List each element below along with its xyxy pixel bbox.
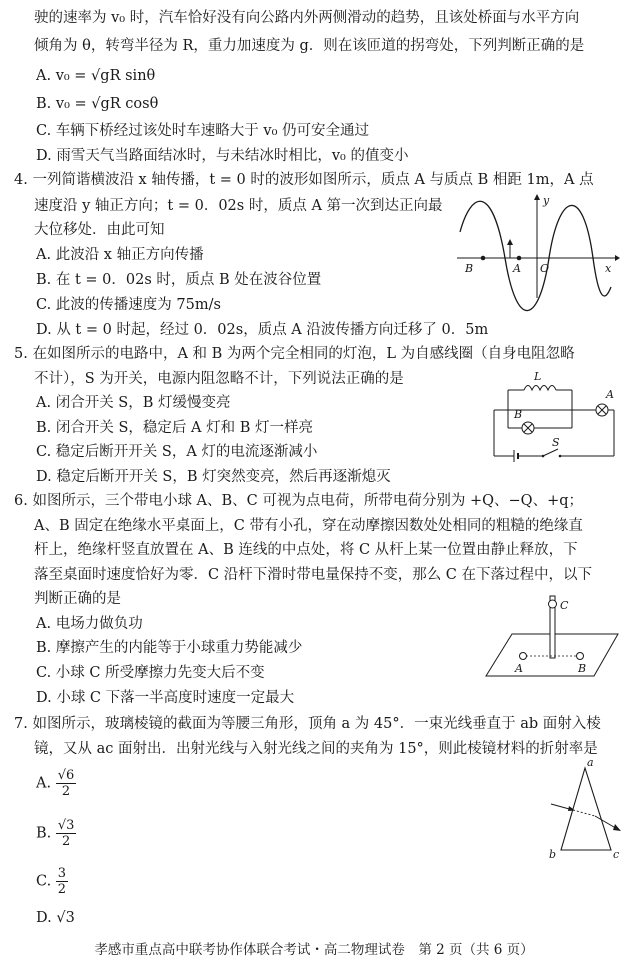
option-b-fraction bbox=[56, 818, 77, 849]
label-o: O bbox=[540, 262, 550, 275]
label-a: A bbox=[606, 388, 614, 401]
q3-text-line1: 驶的速率为 v₀ 时，汽车恰好没有向公路内外两侧滑动的趋势，且该处桥面与水平方向 bbox=[34, 10, 580, 26]
q6-text-line5: 判断正确的是 bbox=[34, 591, 121, 607]
point-a-marker bbox=[517, 256, 522, 261]
wave-figure bbox=[455, 192, 620, 302]
q6-text-line1: 6. 如图所示，三个带电小球 A、B、C 可视为点电荷，所带电荷分别为 +Q、−Q、+q； bbox=[14, 493, 583, 509]
q5-option-a: A. 闭合开关 S，B 灯缓慢变亮 bbox=[36, 395, 231, 411]
label-b: B bbox=[514, 408, 523, 421]
option-a-label: A. bbox=[36, 775, 52, 792]
rod-figure bbox=[482, 590, 622, 682]
q7-option-c bbox=[36, 866, 68, 897]
q6-text-line3: 杆上，绝缘杆竖直放置在 A、B 连线的中点处，将 C 从杆上某一位置由静止释放，下 bbox=[34, 542, 578, 558]
option-c-numerator: 3 bbox=[57, 866, 67, 881]
label-s: S bbox=[552, 436, 560, 449]
q7-option-d: D. √3 bbox=[36, 910, 75, 926]
q5-option-d: D. 稳定后断开开关 S，B 灯突然变亮，然后再逐渐熄灭 bbox=[36, 469, 391, 485]
q7-option-a bbox=[36, 768, 76, 799]
q5-text-line2: 不计），S 为开关，电源内阻忽略不计，下列说法正确的是 bbox=[34, 371, 404, 387]
velocity-arrow-head-icon bbox=[507, 239, 513, 245]
q5-option-c: C. 稳定后断开开关 S，A 灯的电流逐渐减小 bbox=[36, 444, 318, 460]
q3-option-a: A. v₀ = √gR sinθ bbox=[36, 68, 156, 84]
point-b-marker bbox=[481, 256, 486, 261]
q7-option-b bbox=[36, 818, 76, 849]
label-x: x bbox=[605, 262, 612, 275]
label-a: a bbox=[587, 756, 594, 769]
label-a: A bbox=[515, 662, 523, 675]
q3-option-c: C. 车辆下桥经过该处时车速略大于 v₀ 仍可安全通过 bbox=[36, 123, 370, 139]
label-l: L bbox=[534, 370, 542, 383]
q4-option-a: A. 此波沿 x 轴正方向传播 bbox=[36, 247, 204, 263]
label-c: C bbox=[560, 599, 569, 612]
circuit-figure bbox=[490, 368, 620, 468]
x-axis-arrow-icon bbox=[615, 255, 620, 261]
q6-option-a: A. 电场力做负功 bbox=[36, 616, 143, 632]
option-c-fraction bbox=[56, 866, 68, 897]
q4-option-b: B. 在 t = 0．02s 时，质点 B 处在波谷位置 bbox=[36, 272, 322, 288]
option-b-denominator: 2 bbox=[62, 834, 71, 849]
y-axis-arrow-icon bbox=[534, 194, 540, 200]
q5-text-line1: 5. 在如图所示的电路中，A 和 B 为两个完全相同的灯泡，L 为自感线圈（自身电阻忽略 bbox=[14, 346, 575, 362]
ball-c-icon bbox=[549, 600, 557, 608]
q7-text-line2: 镜，又从 ac 面射出．出射光线与入射光线之间的夹角为 15°，则此棱镜材料的折射率是 bbox=[34, 741, 598, 757]
ball-b-icon bbox=[577, 653, 584, 660]
q6-option-d: D. 小球 C 下落一半高度时速度一定最大 bbox=[36, 690, 295, 706]
option-c-denominator: 2 bbox=[57, 882, 67, 897]
q4-option-c: C. 此波的传播速度为 75m/s bbox=[36, 297, 221, 313]
q4-option-d: D. 从 t = 0 时起，经过 0．02s，质点 A 沿波传播方向迁移了 0．5m bbox=[36, 322, 489, 338]
q3-option-d: D. 雨雪天气当路面结冰时，与未结冰时相比，v₀ 的值变小 bbox=[36, 148, 409, 164]
option-c-label: C. bbox=[36, 873, 52, 890]
label-b: B bbox=[578, 662, 587, 675]
emergent-arrow-icon bbox=[613, 824, 621, 831]
q4-text-line1: 4. 一列简谐横波沿 x 轴传播，t = 0 时的波形如图所示，质点 A 与质点 B 相距 1m，A 点 bbox=[14, 172, 594, 188]
option-a-fraction bbox=[56, 768, 77, 799]
q4-text-line2: 速度沿 y 轴正方向；t = 0．02s 时，质点 A 第一次到达正向最 bbox=[34, 198, 443, 214]
label-b: B bbox=[465, 262, 474, 275]
label-b: b bbox=[549, 848, 557, 861]
inductor-coil bbox=[524, 386, 556, 391]
q6-text-line2: A、B 固定在绝缘水平桌面上，C 带有小孔，穿在动摩擦因数处处相同的粗糙的绝缘直 bbox=[34, 518, 583, 534]
option-a-denominator: 2 bbox=[61, 784, 71, 799]
q3-text-line2: 倾角为 θ，转弯半径为 R，重力加速度为 g．则在该匝道的拐弯处，下列判断正确的是 bbox=[34, 38, 585, 54]
q3-option-b: B. v₀ = √gR cosθ bbox=[36, 96, 159, 112]
q5-option-b: B. 闭合开关 S，稳定后 A 灯和 B 灯一样亮 bbox=[36, 420, 313, 436]
ball-a-icon bbox=[520, 653, 527, 660]
q6-option-c: C. 小球 C 所受摩擦力先变大后不变 bbox=[36, 665, 265, 681]
page-footer: 孝感市重点高中联考协作体联合考试・高二物理试卷 第 2 页（共 6 页） bbox=[94, 942, 534, 958]
q6-option-b: B. 摩擦产生的内能等于小球重力势能减少 bbox=[36, 640, 303, 656]
switch-s-icon bbox=[543, 449, 558, 456]
q4-text-line3: 大位移处．由此可知 bbox=[34, 222, 165, 238]
option-b-numerator: √3 bbox=[57, 818, 75, 833]
option-a-numerator: √6 bbox=[57, 768, 75, 783]
label-c: c bbox=[613, 848, 620, 861]
prism-figure bbox=[545, 756, 625, 861]
option-b-label: B. bbox=[36, 825, 52, 842]
q7-text-line1: 7. 如图所示，玻璃棱镜的截面为等腰三角形，顶角 a 为 45°．一束光线垂直于 ab 面射入棱 bbox=[14, 716, 601, 732]
label-a: A bbox=[513, 262, 521, 275]
q6-text-line4: 落至桌面时速度恰好为零．C 沿杆下滑时带电量保持不变，那么 C 在下落过程中，以下 bbox=[34, 567, 593, 583]
label-y: y bbox=[543, 194, 550, 207]
